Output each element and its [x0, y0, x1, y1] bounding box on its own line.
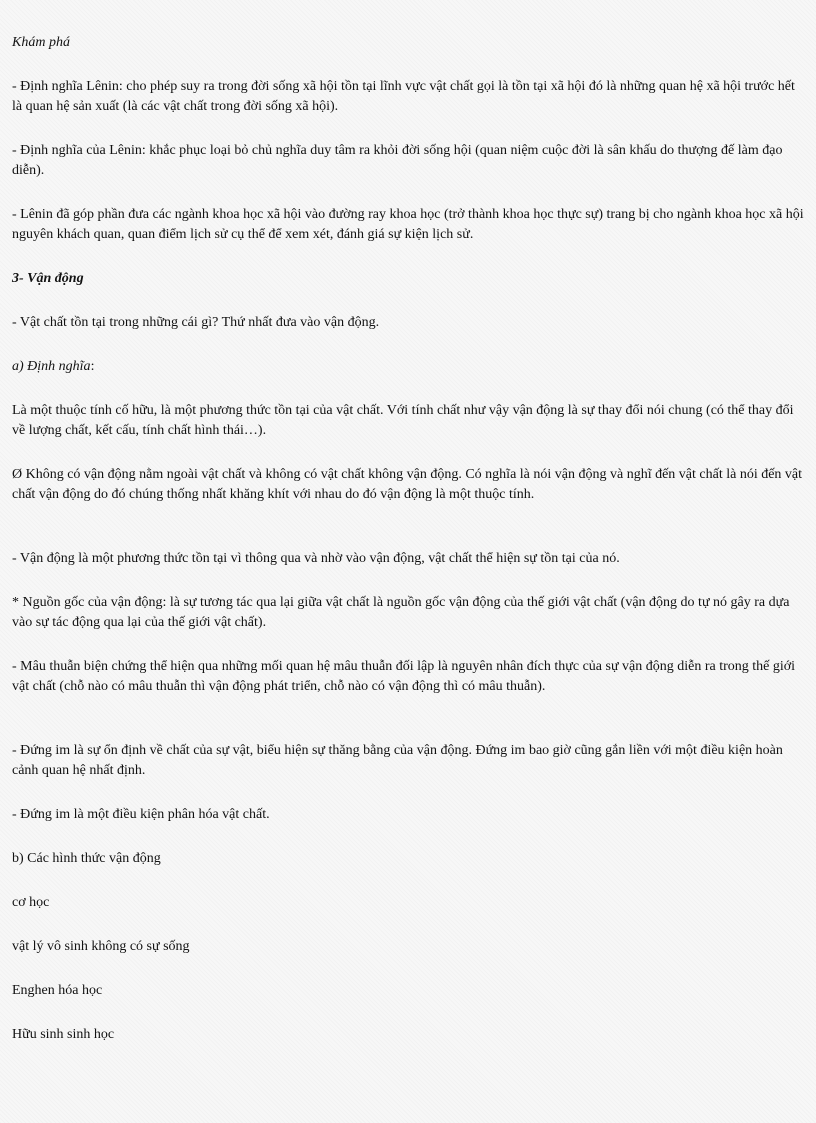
- paragraph-nguon-goc: * Nguồn gốc của vận động: là sự tương tác qua lại giữa vật chất là nguồn gốc vận động của thế giới vật chất (vận động do tự nó gây ra dựa vào sự tác động qua lại của thế giới vật chất).: [12, 595, 790, 630]
- paragraph-lenin-definition-1: - Định nghĩa Lênin: cho phép suy ra trong đời sống xã hội tồn tại lĩnh vực vật chất gọi là tồn tại xã hội đó là những quan hệ xã hội trước hết là quan hệ sản xuất (là các vật chất trong đời sống xã hội).: [12, 79, 795, 114]
- list-item-co-hoc: cơ học: [12, 895, 50, 910]
- list-item-vat-ly: vật lý vô sinh không có sự sống: [12, 939, 190, 954]
- paragraph-vat-chat-ton-tai: - Vật chất tồn tại trong những cái gì? Thứ nhất đưa vào vận động.: [12, 315, 380, 330]
- subheading-dinh-nghia: [12, 357, 804, 377]
- paragraph-phuong-thuc-ton-tai: - Vận động là một phương thức tồn tại vì thông qua và nhờ vào vận động, vật chất thể hiện sự tồn tại của nó.: [12, 551, 620, 566]
- subheading-dinh-nghia-colon: :: [90, 359, 95, 374]
- paragraph-khong-co-van-dong: Ø Không có vận động nằm ngoài vật chất và không có vật chất không vận động. Có nghĩa là nói vận động và nghĩ đến vật chất là nói đến vật chất vận động do đó chúng thống nhất khăng khít với nhau do đó vận động là một thuộc tính.: [12, 467, 803, 502]
- paragraph-dung-im-2: - Đứng im là một điều kiện phân hóa vật chất.: [12, 807, 270, 822]
- list-item-sinh-hoc: Hữu sinh sinh học: [12, 1027, 115, 1042]
- paragraph-lenin-contribution: - Lênin đã góp phần đưa các ngành khoa học xã hội vào đường ray khoa học (trở thành khoa học thực sự) trang bị cho ngành khoa học xã hội nguyên khách quan, quan điểm lịch sử cụ thể để xem xét, đánh giá sự kiện lịch sử.: [12, 207, 804, 242]
- subheading-dinh-nghia-label: a) Định nghĩa: [12, 359, 91, 374]
- section-heading-van-dong: 3- Vận động: [12, 271, 84, 286]
- paragraph-lenin-definition-2: - Định nghĩa của Lênin: khắc phục loại bỏ chủ nghĩa duy tâm ra khỏi đời sống hội (quan niệm cuộc đời là sân khấu do thượng đế làm đạo diễn).: [12, 143, 783, 178]
- list-item-hoa-hoc: Enghen hóa học: [12, 983, 103, 998]
- paragraph-kham-pha: Khám phá: [12, 35, 70, 50]
- paragraph-dung-im-1: - Đứng im là sự ổn định về chất của sự vật, biểu hiện sự thăng bằng của vận động. Đứng im bao giờ cũng gắn liền với một điều kiện hoàn cảnh quan hệ nhất định.: [12, 743, 783, 778]
- paragraph-mau-thuan: - Mâu thuẫn biện chứng thể hiện qua những mối quan hệ mâu thuẫn đối lập là nguyên nhân đích thực của sự vận động diễn ra trong thế giới vật chất (chỗ nào có mâu thuẫn thì vận động phát triển, chỗ nào có vận động thì có mâu thuẫn).: [12, 659, 796, 694]
- subheading-hinh-thuc: b) Các hình thức vận động: [12, 851, 161, 866]
- paragraph-thuoc-tinh: Là một thuộc tính cố hữu, là một phương thức tồn tại của vật chất. Với tính chất như vậy vận động là sự thay đổi nói chung (có thể thay đổi về lượng chất, kết cấu, tính chất hình thái…).: [12, 403, 794, 438]
